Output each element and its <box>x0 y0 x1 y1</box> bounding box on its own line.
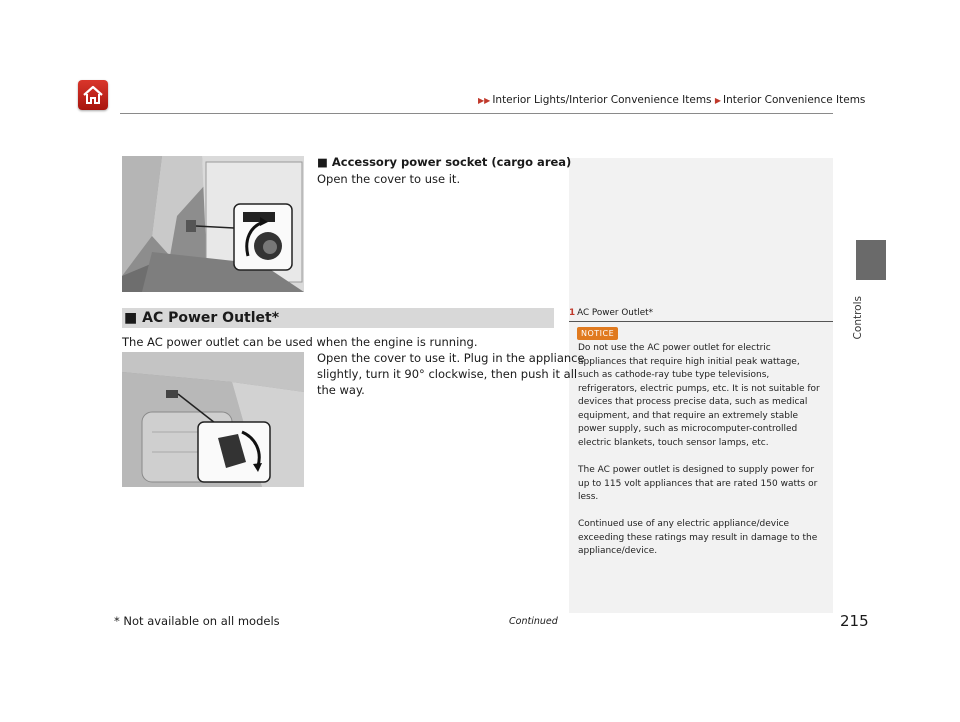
cargo-socket-illustration <box>122 156 304 292</box>
ac-outlet-instruction-line: slightly, turn it 90° clockwise, then push it all <box>317 367 578 381</box>
cargo-socket-text: Open the cover to use it. <box>317 172 461 186</box>
breadcrumb <box>478 94 865 106</box>
page-number: 215 <box>840 612 869 630</box>
note-paragraph: The AC power outlet is designed to supply power for up to 115 volt appliances that are rated 150 watts or less. <box>578 465 818 502</box>
notice-text: Do not use the AC power outlet for electric appliances that require high initial peak wattage, such as cathode-ray tube type televisions, refrigerators, electric pumps, etc. It is not suitable for devices that process precise data, such as medical equipment, and that require an extremely stable power supply, such as microcomputer-controlled electric blankets, touch sensor lamps, etc. <box>578 343 820 448</box>
note-paragraph: Continued use of any electric appliance/device exceeding these ratings may result in damage to the appliance/device. <box>578 519 818 556</box>
breadcrumb-arrow-icon: ▶▶ <box>478 96 491 105</box>
chapter-tab[interactable] <box>856 240 886 280</box>
ac-outlet-intro: The AC power outlet can be used when the engine is running. <box>122 335 478 349</box>
cargo-socket-heading: ■ Accessory power socket (cargo area) <box>317 155 572 169</box>
section-title-bar: ■ AC Power Outlet* <box>122 308 554 328</box>
ac-outlet-instruction-line: Open the cover to use it. Plug in the appliance <box>317 351 585 365</box>
ac-outlet-instruction-line: the way. <box>317 383 365 397</box>
ac-outlet-illustration <box>122 352 304 487</box>
note-title: 1 AC Power Outlet* <box>569 308 653 318</box>
notice-badge: NOTICE <box>577 327 618 340</box>
square-bullet-icon: ■ <box>317 155 328 169</box>
home-icon <box>78 80 108 110</box>
chapter-tab-label: Controls <box>852 296 864 340</box>
note-divider <box>569 321 833 322</box>
footnote: * Not available on all models <box>114 614 280 628</box>
square-bullet-icon: ■ <box>124 310 138 326</box>
breadcrumb-item[interactable]: Interior Lights/Interior Convenience Items <box>492 94 712 106</box>
header-divider <box>120 113 833 114</box>
continued-label: Continued <box>509 616 558 627</box>
note-marker-icon: 1 <box>569 308 576 318</box>
breadcrumb-item[interactable]: Interior Convenience Items <box>723 94 866 106</box>
breadcrumb-arrow-icon: ▶ <box>714 96 722 105</box>
home-button[interactable] <box>78 80 108 110</box>
